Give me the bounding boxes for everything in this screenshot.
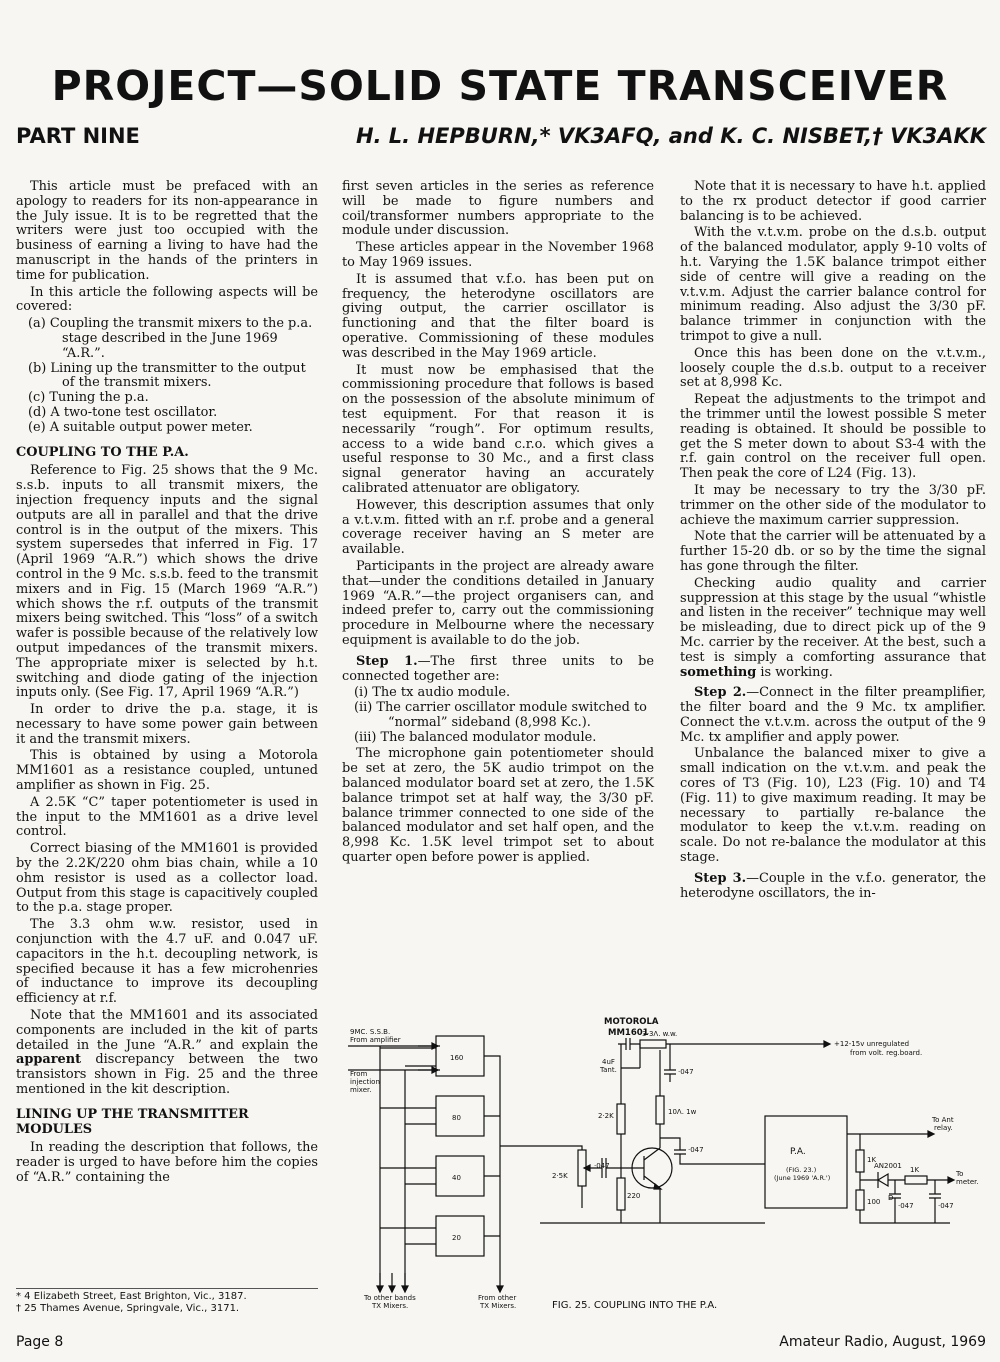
paragraph: [680, 686, 986, 745]
label-from-other: From other: [478, 1294, 517, 1302]
paragraph: Unbalance the balanced mixer to give a small indication on the v.t.v.m. and peak the cores of T3 (Fig. 10), L23 (Fig. 10) and T4 (Fig. 11) to give maximum reading. It may be necessary to partially re-balance the modulator to keep the v.t.v.m. reading on scale. Do not re-balance the modulator at this stage.: [680, 746, 986, 866]
emphasis: something: [680, 664, 757, 680]
label-supply: +12-15v unregulated: [834, 1040, 910, 1048]
paragraph: [680, 577, 986, 681]
label-ssb: 9MC. S.S.B.: [350, 1028, 391, 1036]
label-r-220: 220: [627, 1192, 641, 1200]
arrow-icon: [377, 1286, 383, 1292]
paragraph: However, this description assumes that only a v.t.v.m. fitted with an r.f. probe and a general coverage receiver having an S meter are available.: [342, 497, 654, 558]
aspects-list: [16, 317, 318, 435]
label-r-1k-a: 1K: [867, 1156, 877, 1164]
mixer-label-20: 20: [452, 1234, 461, 1242]
label-r-2-2k: 2·2K: [598, 1112, 614, 1120]
footnote: † 25 Thames Avenue, Springvale, Vic., 3171.: [16, 1303, 240, 1314]
step-label: Step 2.: [694, 685, 747, 701]
column-1: [16, 180, 318, 1188]
footnotes: [16, 1288, 318, 1315]
step-label: Step 1.: [356, 653, 418, 669]
label-c-047b: ·047: [688, 1146, 704, 1154]
label-r-100: 100: [867, 1198, 881, 1206]
mixer-output-bus: [484, 1056, 500, 1290]
paragraph: With the v.t.v.m. probe on the d.s.b. output of the balanced modulator, apply 9-10 volts of h.t. Varying the 1.5K balance trimpot either side of centre will give a reading on the v.t.v.m. Adjust the carrier balance control for minimum reading. Also adjust the 3/30 pF. balance trimmer in conjunction with the trimpot to give a null.: [680, 225, 986, 344]
label-supply: from volt. reg.board.: [850, 1049, 923, 1057]
label-other-bands: TX Mixers.: [372, 1302, 409, 1310]
paragraph: [16, 1009, 318, 1098]
mixer-label-80: 80: [452, 1114, 461, 1122]
paragraph: Once this has been done on the v.t.v.m., loosely couple the d.s.b. output to a receiver set at 8,998 Kc.: [680, 345, 986, 391]
page-number: Page 8: [16, 1334, 64, 1350]
label-c-047a: ·047: [678, 1068, 694, 1076]
arrow-icon: [824, 1041, 830, 1047]
list-item: (iii) The balanced modulator module.: [354, 729, 597, 745]
capacitor-047-output: [660, 1138, 765, 1164]
resistor-3-3-ww: [640, 1040, 666, 1048]
column-3: [680, 180, 986, 903]
step-label: Step 3.: [694, 870, 747, 886]
label-inj: injection: [350, 1078, 380, 1086]
label-inj: mixer.: [350, 1086, 372, 1094]
label-ant: To Ant: [932, 1116, 954, 1124]
paragraph: This is obtained by using a Motorola MM1601 as a resistance coupled, untuned amplifier as shown in Fig. 25.: [16, 748, 318, 794]
label-mm1601: MM1601: [608, 1028, 649, 1038]
paragraph: Note that it is necessary to have h.t. applied to the rx product detector if good carrier balancing is to be achieved.: [680, 179, 986, 224]
label-r-2-5k: 2·5K: [552, 1172, 568, 1180]
mixer-label-40: 40: [452, 1174, 461, 1182]
paragraph: Participants in the project are already aware that—under the conditions detailed in January 1969 “A.R.”—the project organisers can, and indeed prefer to, carry out the commissioning procedure in Melbourne where the necessary equipment is available to do the job.: [342, 558, 654, 648]
paragraph: This article must be prefaced with an apology to readers for its non-appearance in the July issue. It is to be regretted that the writers were just too occupied with the business of earning a living to have had the manuscript in the hands of the printers in time for publication.: [16, 179, 318, 283]
label-other-bands: To other bands: [364, 1294, 416, 1302]
label-c-tant: Tant.: [600, 1066, 617, 1074]
diode-an2001: [860, 1172, 888, 1188]
list-item: (e) A suitable output power meter.: [28, 419, 253, 435]
list-item: (i) The tx audio module.: [354, 685, 511, 701]
pa-box: [765, 1116, 847, 1208]
paragraph: A 2.5K “C” taper potentiometer is used in the input to the MM1601 as a drive level control.: [16, 794, 318, 840]
label-r-10: 10Λ. 1w: [668, 1108, 697, 1116]
paragraph: It must now be emphasised that the commissioning procedure that follows is based on the possession of the absolute minimum of test equipment. For that reason it is necessarily “rough”. For optimum results, access to a wide band c.r.o. which gives a useful response to 30 Mc., and a first class signal generator having an accurately calibrated attenuator are obligatory.: [342, 362, 654, 496]
label-pa: P.A.: [790, 1147, 806, 1157]
column-2: [342, 180, 654, 868]
text-run: Checking audio quality and carrier suppression at this stage by the usual “whistle and listen in the receiver” technique may well be misleading, due to direct pick up of the 9 Mc. carrier by the receiver. At the best, such a test is simply a comforting assurance that: [680, 575, 986, 665]
paragraph: In order to drive the p.a. stage, it is necessary to have some power gain between it and the transmit mixers.: [16, 702, 318, 747]
label-inj: From: [350, 1070, 368, 1078]
magazine-issue: Amateur Radio, August, 1969: [779, 1334, 986, 1350]
list-item: (ii) The carrier oscillator module switched to “normal” sideband (8,998 Kc.).: [354, 700, 647, 730]
resistor-220: [617, 1178, 625, 1210]
text-run: Note that the MM1601 and its associated components are included in the kit of parts detailed in the June “A.R.” and explain the: [16, 1008, 318, 1053]
label-ssb-from: From amplifier: [350, 1036, 401, 1044]
paragraph: In reading the description that follows, the reader is urged to have before him the copies of “A.R.” containing the: [16, 1140, 318, 1185]
arrow-icon: [948, 1177, 954, 1183]
label-diode: AN2001: [874, 1162, 902, 1170]
label-r-1k-b: 1K: [910, 1166, 920, 1174]
paragraph: first seven articles in the series as reference will be made to figure numbers and coil/transformer numbers appropriate to the module under discussion.: [342, 179, 654, 239]
paragraph: Repeat the adjustments to the trimpot and the trimmer until the lowest possible S meter reading is obtained. It should be possible to get the S meter down to about S3-4 with the r.f. gain control on the receiver full open. Then peak the core of L24 (Fig. 13).: [680, 392, 986, 482]
list-item: (b) Lining up the transmitter to the output of the transmit mixers.: [28, 360, 306, 391]
text-run: —Connect in the filter preamplifier, the filter board and the 9 Mc. tx amplifier. Connect the v.t.v.m. across the output of the 9 Mc. tx amplifier and apply power.: [680, 685, 986, 745]
section-heading: COUPLING TO THE P.A.: [16, 444, 189, 460]
units-list: [342, 686, 654, 745]
paragraph: It may be necessary to try the 3/30 pF. trimmer on the other side of the modulator to achieve the maximum carrier suppression.: [680, 482, 986, 528]
label-d: D: [888, 1194, 894, 1202]
arrow-icon: [402, 1286, 408, 1292]
label-c-047d: ·047: [898, 1202, 914, 1210]
paragraph: Correct biasing of the MM1601 is provided by the 2.2K/220 ohm bias chain, while a 10 ohm resistor is used as a collector load. Output from this stage is capacitively coupled to the p.a. stage proper.: [16, 841, 318, 916]
section-heading: LINING UP THE TRANSMITTER MODULES: [16, 1106, 249, 1137]
label-ant: relay.: [934, 1124, 953, 1132]
part-label: PART NINE: [16, 124, 140, 148]
authors: H. L. HEPBURN,* VK3AFQ, and K. C. NISBET,† VK3AKK: [355, 124, 986, 148]
resistor-100: [856, 1190, 864, 1210]
paragraph: The microphone gain potentiometer should be set at zero, the 5K audio trimpot on the balanced modulator board set at zero, the 1.5K balance trimpot set at half way, the 3/30 pF. balance trimmer connected to one side of the balanced modulator and set half open, and the 8,998 Kc. 1.5K level trimpot set to about quarter open before power is applied.: [342, 746, 654, 866]
paragraph: [342, 655, 654, 685]
paragraph: Reference to Fig. 25 shows that the 9 Mc. s.s.b. inputs to all transmit mixers, the injection frequency inputs and the signal outputs are all in parallel and that the drive control is in the output of the mixers. This system supersedes that inferred in Fig. 17 (April 1969 “A.R.”) which shows the drive control in the 9 Mc. s.s.b. feed to the transmit mixers and in Fig. 15 (March 1969 “A.R.”) which shows the r.f. outputs of the transmit mixers being switched. This “loss” of a switch wafer is possible because of the relatively low output impedances of the transmit mixers. The appropriate mixer is selected by h.t. switching and diode gating of the injection inputs only. (See Fig. 17, April 1969 “A.R.”): [16, 463, 318, 701]
label-c-047e: ·047: [938, 1202, 954, 1210]
paragraph: Note that the carrier will be attenuated by a further 15-20 db. or so by the time the signal has gone through the filter.: [680, 529, 986, 574]
text-run: discrepancy between the two transistors shown in Fig. 25 and the three mentioned in the kit description.: [16, 1052, 318, 1098]
resistor-1k-a: [856, 1150, 864, 1172]
arrow-icon: [389, 1286, 395, 1292]
paragraph: In this article the following aspects will be covered:: [16, 284, 318, 315]
text-run: —Couple in the v.f.o. generator, the heterodyne oscillators, the in-: [680, 870, 986, 901]
label-meter: To: [956, 1170, 964, 1178]
resistor-2-2k: [617, 1104, 625, 1134]
label-meter: meter.: [956, 1178, 979, 1186]
footnote: * 4 Elizabeth Street, East Brighton, Vic., 3187.: [16, 1291, 247, 1302]
list-item: (a) Coupling the transmit mixers to the p.a. stage described in the June 1969 “A.R.”.: [28, 316, 313, 361]
label-pa-june: (June 1969 'A.R.'): [774, 1174, 831, 1182]
text-run: —The first three units to be connected together are:: [342, 653, 654, 684]
figure-25-schematic: [340, 1008, 990, 1318]
label-r-ww: 3-3Λ. w.w.: [642, 1030, 678, 1038]
resistor-1k-b: [905, 1176, 927, 1184]
label-motorola: MOTOROLA: [604, 1017, 659, 1027]
paragraph: These articles appear in the November 1968 to May 1969 issues.: [342, 240, 654, 270]
label-pa-fig: (FIG. 23.): [786, 1166, 817, 1174]
paragraph: The 3.3 ohm w.w. resistor, used in conjunction with the 4.7 uF. and 0.047 uF. capacitors in the h.t. decoupling network, is specified because it has a few microhenries of inductance to improve its decoupling efficiency at r.f.: [16, 917, 318, 1007]
arrow-icon: [497, 1286, 503, 1292]
paragraph: [680, 872, 986, 902]
list-item: (d) A two-tone test oscillator.: [28, 404, 218, 420]
label-from-other: TX Mixers.: [480, 1302, 517, 1310]
label-c-047c: ·047: [594, 1162, 610, 1170]
resistor-10-ohm: [656, 1096, 664, 1124]
figure-caption: FIG. 25. COUPLING INTO THE P.A.: [552, 1300, 718, 1311]
mixer-label-160: 160: [450, 1054, 464, 1062]
paragraph: It is assumed that v.f.o. has been put on frequency, the heterodyne oscillators are giving output, the carrier oscillator is functioning and that the filter board is operative. Commissioning of these modules was described in the May 1969 article.: [342, 271, 654, 361]
capacitor-047-decoupling: [664, 1044, 676, 1082]
label-c-4u: 4uF: [602, 1058, 615, 1066]
article-title: PROJECT—SOLID STATE TRANSCEIVER: [51, 62, 949, 110]
list-item: (c) Tuning the p.a.: [28, 390, 149, 406]
emphasis: apparent: [16, 1052, 82, 1068]
text-run: is working.: [756, 664, 833, 680]
